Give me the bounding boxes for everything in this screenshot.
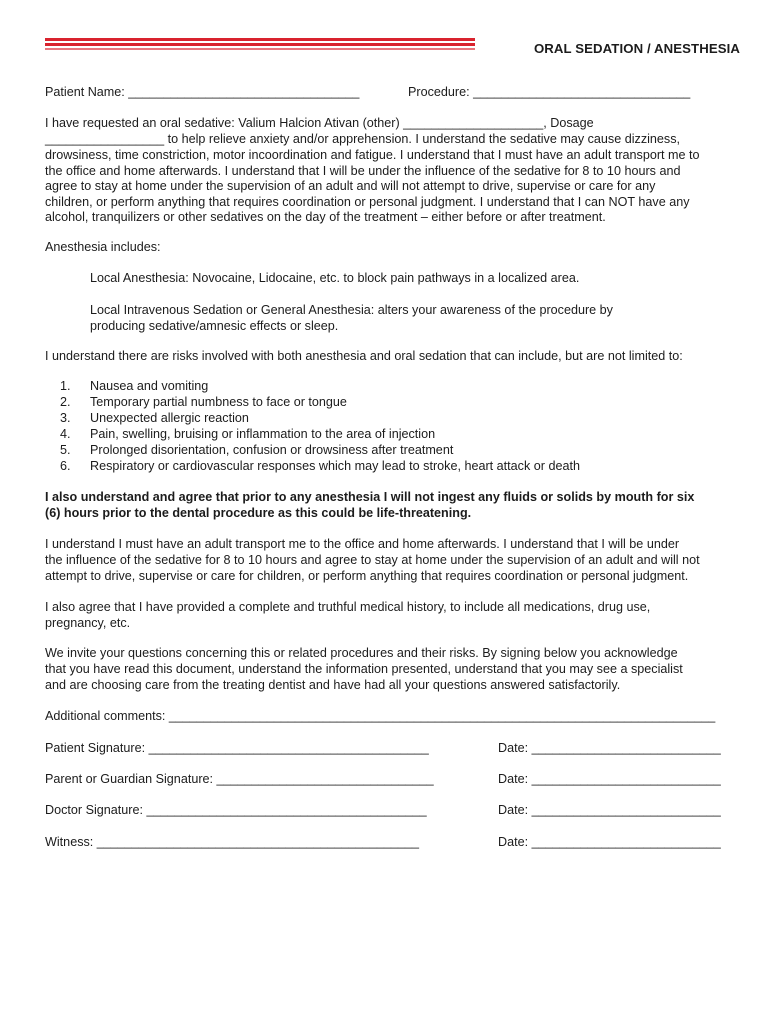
- list-item: [45, 411, 580, 427]
- guardian-date-field[interactable]: Date: ___________________________: [498, 772, 721, 786]
- list-text: Unexpected allergic reaction: [90, 411, 249, 425]
- warning-line: I also understand and agree that prior to any anesthesia I will not ingest any fluids or solids by mouth for six: [45, 490, 695, 504]
- invite-line: We invite your questions concerning this or related procedures and their risks. By signing below you acknowledge: [45, 646, 678, 660]
- procedure-field[interactable]: Procedure: _______________________________: [408, 85, 691, 99]
- transport-line: the influence of the sedative for 8 to 10 hours and agree to stay at home under the supervision of an adult and will not: [45, 553, 700, 567]
- list-text: Respiratory or cardiovascular responses which may lead to stroke, heart attack or death: [90, 459, 580, 473]
- witness-signature-field[interactable]: Witness: ______________________________________________: [45, 835, 419, 849]
- list-item: [45, 427, 580, 443]
- list-number: 3.: [60, 411, 71, 425]
- header-stripe: [45, 38, 475, 41]
- page-title: ORAL SEDATION / ANESTHESIA: [533, 41, 740, 56]
- patient-name-field[interactable]: Patient Name: _________________________________: [45, 85, 360, 99]
- consent-line: alcohol, tranquilizers or other sedatives on the day of the treatment – either before or after treatment.: [45, 210, 606, 224]
- doctor-date-field[interactable]: Date: ___________________________: [498, 803, 721, 817]
- list-item: [45, 395, 580, 411]
- doctor-signature-field[interactable]: Doctor Signature: ________________________________________: [45, 803, 427, 817]
- header-stripe: [45, 43, 475, 46]
- list-text: Prolonged disorientation, confusion or drowsiness after treatment: [90, 443, 454, 457]
- header-stripe: [45, 48, 475, 50]
- consent-line: _________________ to help relieve anxiety and/or apprehension. I understand the sedative may cause dizziness,: [45, 132, 681, 146]
- consent-line: agree to stay at home under the supervision of an adult and will not attempt to drive, supervise or care for any: [45, 179, 656, 193]
- invite-line: and are choosing care from the treating dentist and have had all your questions answered satisfactorily.: [45, 678, 621, 692]
- consent-line: the office and home afterwards. I understand that I will be under the influence of the sedative for 8 to 10 hours and: [45, 164, 681, 178]
- warning-line: (6) hours prior to the dental procedure as this could be life-threatening.: [45, 506, 472, 520]
- list-number: 6.: [60, 459, 71, 473]
- list-item: [45, 459, 580, 475]
- list-text: Pain, swelling, bruising or inflammation to the area of injection: [90, 427, 436, 441]
- patient-date-field[interactable]: Date: ___________________________: [498, 741, 721, 755]
- iv-sedation-text: Local Intravenous Sedation or General Anesthesia: alters your awareness of the procedure by: [90, 303, 613, 317]
- iv-sedation-text: producing sedative/amnesic effects or sleep.: [90, 319, 339, 333]
- list-number: 1.: [60, 379, 71, 393]
- list-number: 2.: [60, 395, 71, 409]
- list-text: Nausea and vomiting: [90, 379, 209, 393]
- list-number: 5.: [60, 443, 71, 457]
- list-item: [45, 443, 580, 459]
- transport-line: I understand I must have an adult transport me to the office and home afterwards. I understand that I will be under: [45, 537, 680, 551]
- guardian-signature-field[interactable]: Parent or Guardian Signature: _______________________________: [45, 772, 434, 786]
- patient-signature-field[interactable]: Patient Signature: ________________________________________: [45, 741, 429, 755]
- invite-line: that you have read this document, understand the information presented, understand that you may see a specialist: [45, 662, 683, 676]
- consent-line: drowsiness, time constriction, motor incoordination and fatigue. I understand that I must have an adult transport me to: [45, 148, 700, 162]
- risks-list: [45, 379, 580, 475]
- consent-line: children, or perform anything that requires coordination or personal judgment. I understand that I can NOT have any: [45, 195, 690, 209]
- witness-date-field[interactable]: Date: ___________________________: [498, 835, 721, 849]
- anesthesia-heading: Anesthesia includes:: [45, 240, 161, 254]
- history-line: pregnancy, etc.: [45, 616, 131, 630]
- consent-line: I have requested an oral sedative: Valium Halcion Ativan (other) ____________________, Dosage: [45, 116, 594, 130]
- local-anesthesia-text: Local Anesthesia: Novocaine, Lidocaine, etc. to block pain pathways in a localized area.: [90, 271, 580, 285]
- transport-line: attempt to drive, supervise or care for children, or perform anything that requires coordination or personal judgment.: [45, 569, 689, 583]
- risks-intro: I understand there are risks involved with both anesthesia and oral sedation that can include, but are not limited to:: [45, 349, 683, 363]
- history-line: I also agree that I have provided a complete and truthful medical history, to include all medications, drug use,: [45, 600, 651, 614]
- additional-comments-field[interactable]: Additional comments: ______________________________________________________________________________: [45, 709, 716, 723]
- list-item: [45, 379, 580, 395]
- list-text: Temporary partial numbness to face or tongue: [90, 395, 347, 409]
- list-number: 4.: [60, 427, 71, 441]
